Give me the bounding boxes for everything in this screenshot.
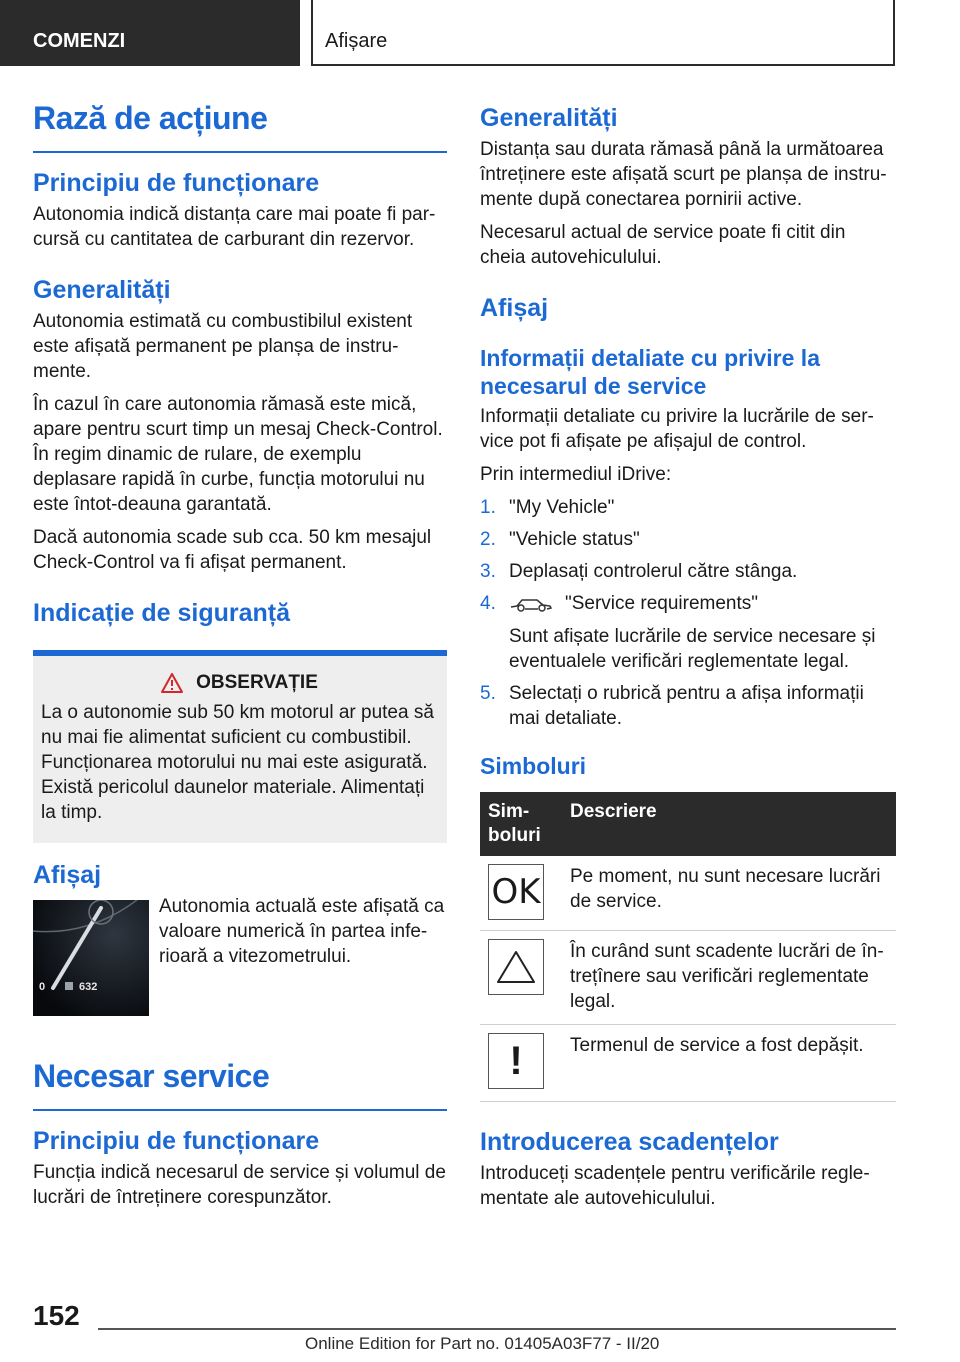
heading-display: Afișaj xyxy=(33,861,102,889)
row-description: În curând sunt scadente lucrări de în-trețînere sau verificări reglementate legal. xyxy=(562,931,896,1025)
list-item xyxy=(480,681,896,731)
exclamation-glyph: ! xyxy=(509,1038,523,1083)
table-header-row xyxy=(480,792,896,856)
heading-display-service: Afișaj xyxy=(480,294,549,322)
symbols-table xyxy=(480,792,896,1102)
row-description: Termenul de service a fost depășit. xyxy=(562,1025,896,1102)
header-title: Afișare xyxy=(325,30,388,52)
table-row xyxy=(480,856,896,931)
speedometer-graphic xyxy=(33,900,149,1016)
text-details: Informații detaliate cu privire la lucrările de ser-vice pot fi afișate pe afișajul de control. xyxy=(480,406,874,453)
list-item xyxy=(480,591,896,674)
step-number: 4. xyxy=(480,593,496,615)
step-text: Deplasați controlerul către stânga. xyxy=(509,561,798,583)
row-description: Pe moment, nu sunt necesare lucrări de service. xyxy=(562,856,896,931)
list-item xyxy=(480,527,896,552)
heading-range: Rază de acțiune xyxy=(33,100,447,153)
header-section xyxy=(0,0,300,66)
text-deadlines: Introduceți scadențele pentru verificările regle-mentate ale autovehiculului. xyxy=(480,1163,870,1210)
step-text: "My Vehicle" xyxy=(509,497,615,519)
text-principle: Autonomia indică distanța care mai poate fi par-cursă cu cantitatea de carburant din rezervor. xyxy=(33,204,436,250)
text-general-1: Autonomia estimată cu combustibilul existent este afișată permanent pe planșa de instru-mente. xyxy=(33,311,413,382)
step-text: "Service requirements" xyxy=(565,593,759,615)
text-general-service-2: Necesarul actual de service poate fi citit din cheia autovehiculului. xyxy=(480,222,846,268)
heading-deadlines: Introducerea scadențelor xyxy=(480,1128,779,1157)
steps-list xyxy=(480,495,896,731)
left-column xyxy=(33,100,447,1218)
heading-safety: Indicație de siguranță xyxy=(33,599,291,627)
safety-notice xyxy=(33,650,447,843)
header-section-label: COMENZI xyxy=(33,30,126,52)
notice-header xyxy=(41,672,437,694)
step-number: 5. xyxy=(480,682,496,704)
step-text: Selectați o rubrică pentru a afișa informații mai detaliate. xyxy=(509,682,864,729)
heading-general: Generalități xyxy=(33,276,171,304)
text-idrive: Prin intermediul iDrive: xyxy=(480,464,672,486)
step-number: 3. xyxy=(480,561,496,583)
right-column xyxy=(480,100,896,1219)
header-title-box xyxy=(311,0,895,66)
text-general-service-1: Distanța sau durata rămasă până la următoarea întreținere este afișată scurt pe planșa de instru-mente după conectarea pornirii active. xyxy=(480,139,887,210)
range-value: 632 xyxy=(79,981,98,993)
step-subtext: Sunt afișate lucrările de service necesare și eventualele verificări reglementate legal. xyxy=(509,625,876,672)
header-symbols: Sim-boluri xyxy=(480,792,562,856)
warning-triangle-icon xyxy=(488,939,544,995)
text-service-principle: Funcția indică necesarul de service și volumul de lucrări de întreținere corespunzător. xyxy=(33,1162,446,1208)
step-number: 1. xyxy=(480,497,496,519)
heading-principle: Principiu de funcționare xyxy=(33,169,320,197)
display-text: Autonomia actuală este afișată ca valoare numerică în partea infe-rioară a vitezometrului. xyxy=(159,896,445,967)
footer-divider xyxy=(98,1328,896,1330)
table-row xyxy=(480,931,896,1025)
heading-symbols: Simboluri xyxy=(480,752,587,779)
header-description: Descriere xyxy=(562,792,896,856)
text-general-2: În cazul în care autonomia rămasă este mică, apare pentru scurt timp un mesaj Check-Control. În regim dinamic de rulare, de exemplu deplasare rapidă în curbe, funcția motorului nu este întot-deauna garantată. xyxy=(33,394,443,515)
notice-title: OBSERVAȚIE xyxy=(196,672,318,693)
heading-service: Necesar service xyxy=(33,1058,447,1111)
table-row xyxy=(480,1025,896,1102)
warning-icon xyxy=(160,672,184,694)
display-block xyxy=(33,896,447,1016)
step-number: 2. xyxy=(480,529,496,551)
footer-edition: Online Edition for Part no. 01405A03F77 - II/20 xyxy=(305,1334,660,1353)
text-general-3: Dacă autonomia scade sub cca. 50 km mesajul Check-Control va fi afișat permanent. xyxy=(33,527,432,573)
car-service-icon xyxy=(509,595,553,613)
notice-text: La o autonomie sub 50 km motorul ar putea să nu mai fie alimentat suficient cu combustibil. Funcționarea motorului nu mai este asigurată. Există pericolul daunelor materiale. Alimentați la timp. xyxy=(41,702,434,823)
speedometer-zero: 0 xyxy=(39,981,46,993)
heading-general-service: Generalități xyxy=(480,104,618,132)
page-number: 152 xyxy=(33,1300,80,1331)
ok-icon xyxy=(488,864,544,920)
heading-service-principle: Principiu de funcționare xyxy=(33,1127,320,1155)
list-item xyxy=(480,495,896,520)
exclamation-icon xyxy=(488,1033,544,1089)
ok-glyph: OK xyxy=(491,871,541,912)
list-item xyxy=(480,559,896,584)
step-text: "Vehicle status" xyxy=(509,529,640,551)
speedometer-image xyxy=(33,900,149,1016)
heading-details: Informații detaliate cu privire la necesarul de service xyxy=(480,345,820,399)
